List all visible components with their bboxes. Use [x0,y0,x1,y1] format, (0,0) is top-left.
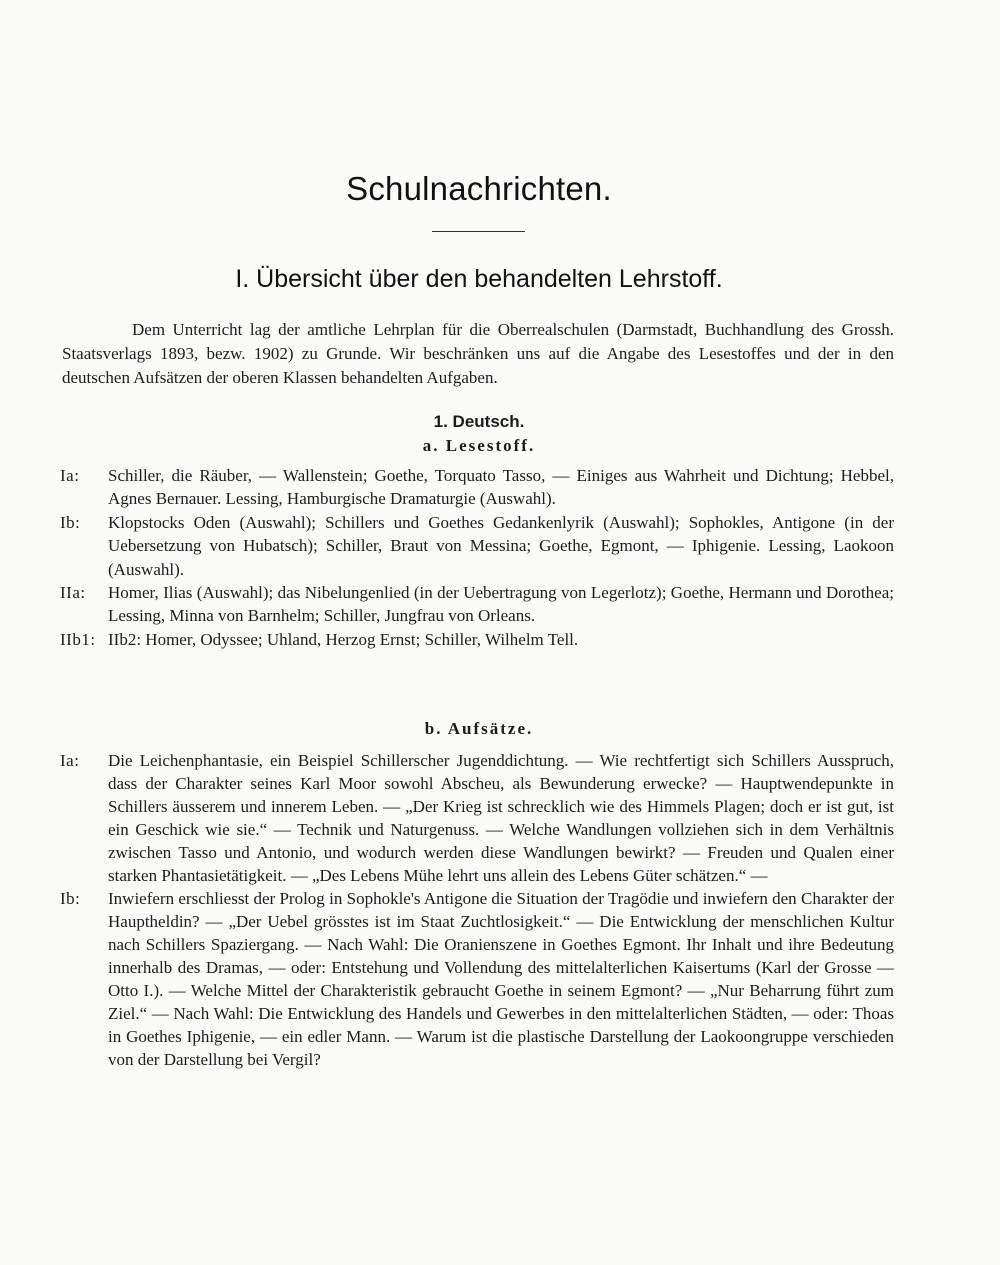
section-heading: I. Übersicht über den behandelten Lehrstoff. [235,265,723,293]
subject-heading: 1. Deutsch. [433,412,525,431]
intro-paragraph: Dem Unterricht lag der amtliche Lehrplan für die Oberrealschulen (Darmstadt, Buchhandlung des Grossh. Staatsverlags 1893, bezw. 1902) zu Grunde. Wir beschränken uns auf die Angabe des Lesestoffes und der in den deutschen Aufsätzen der oberen Klassen behandelten Aufgaben. [62,320,894,387]
lesestoff-entry [60,628,894,651]
lesestoff-entry [60,464,894,511]
entry-text: Klopstocks Oden (Auswahl); Schillers und Goethes Gedankenlyrik (Auswahl); Sophokles, Antigone (in der Uebersetzung von Hubatsch); Schiller, Braut von Messina; Goethe, Egmont, — Iphigenie. Lessing, Laokoon (Auswahl). [108,512,894,579]
aufsatz-entry [60,887,894,1071]
entry-text: Inwiefern erschliesst der Prolog in Sophokle's Antigone die Situation der Tragödie und inwiefern den Charakter der Hauptheldin? — „Der Uebel grösstes ist im Staat Zuchtlosigkeit.“ — Die Entwicklung der menschlichen Kultur nach Schillers Spaziergang. — Nach Wahl: Die Oranienszene in Goethes Egmont. Ihr Inhalt und ihre Bedeutung innerhalb des Dramas, — oder: Entstehung und Vollendung des mittelalterlichen Kaisertums (Karl der Grosse — Otto I.). — Welche Mittel der Charakteristik gebraucht Goethe in seinem Egmont? — „Nur Beharrung führt zum Ziel.“ — Nach Wahl: Die Entwicklung des Handels und Gewerbes in den mittelalterlichen Städten, — oder: Thoas in Goethes Iphigenie, — ein edler Mann. — Warum ist die plastische Darstellung der Laokoongruppe verschieden von der Darstellung bei Vergil? [108,889,894,1069]
class-label: Ia: [60,751,80,770]
class-label: Ia: [60,466,80,485]
class-label: Ib: [60,889,81,908]
lesestoff-heading: a. Lesestoff. [422,436,536,455]
title-divider [432,231,525,232]
lesestoff-entry [60,511,894,581]
entry-text: Homer, Ilias (Auswahl); das Nibelungenlied (in der Uebertragung von Legerlotz); Goethe, Hermann und Dorothea; Lessing, Minna von Barnhelm; Schiller, Jungfrau von Orleans. [108,583,894,626]
aufsatz-entry [60,749,894,887]
lesestoff-list [60,464,894,651]
entry-text: Schiller, die Räuber, — Wallenstein; Goethe, Torquato Tasso, — Einiges aus Wahrheit und Dichtung; Hebbel, Agnes Bernauer. Lessing, Hamburgische Dramaturgie (Auswahl). [108,466,894,509]
aufsaetze-heading: b. Aufsätze. [424,719,534,738]
page-title: Schulnachrichten. [346,170,612,207]
class-label: IIa: [60,583,86,603]
aufsaetze-list [60,749,894,1071]
lesestoff-entry [60,581,894,628]
entry-text: Die Leichenphantasie, ein Beispiel Schillerscher Jugenddichtung. — Wie rechtfertigt sich Schillers Ausspruch, dass der Charakter seines Karl Moor sowohl Abscheu, als Bewunderung erwecke? — Hauptwendepunkte in Schillers äusserem und innerem Leben. — „Der Krieg ist schrecklich wie des Himmels Plagen; doch er ist gut, ist ein Geschick wie sie.“ — Technik und Naturgenuss. — Welche Wandlungen vollziehen sich in dem Verhältnis zwischen Tasso und Antonio, und wodurch werden diese Wandlungen bewirkt? — Freuden und Qualen einer starken Phantasietätigkeit. — „Des Lebens Mühe lehrt uns allein des Lebens Güter schätzen.“ — [108,751,894,885]
class-label: IIb1: [60,629,96,649]
entry-text: IIb2: Homer, Odyssee; Uhland, Herzog Ernst; Schiller, Wilhelm Tell. [108,629,579,649]
class-label: Ib: [60,512,81,532]
